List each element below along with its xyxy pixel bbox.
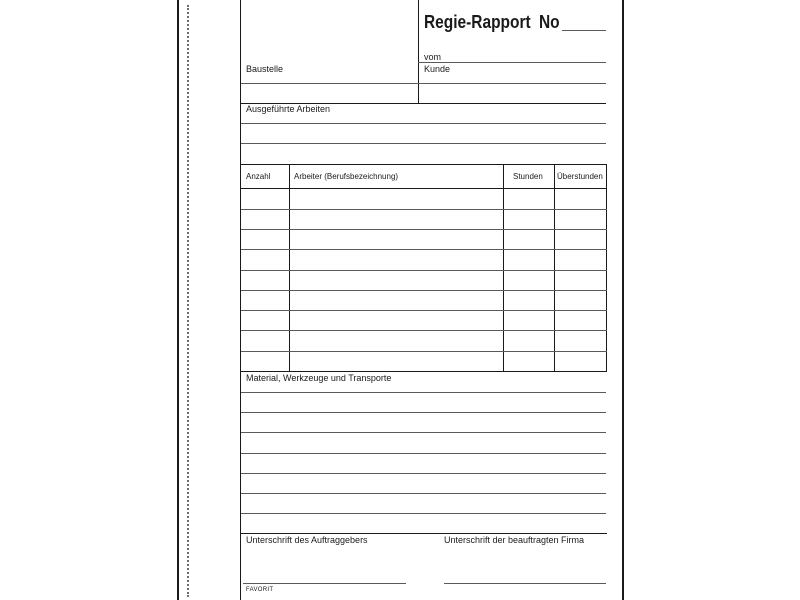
materials-line[interactable] — [241, 432, 606, 433]
header-divider — [418, 0, 419, 104]
table-row[interactable] — [241, 209, 607, 210]
company-signature-line[interactable] — [444, 583, 606, 584]
table-row[interactable] — [241, 270, 607, 271]
table-row[interactable] — [241, 249, 607, 250]
table-row[interactable] — [241, 351, 607, 352]
client-signature-line[interactable] — [243, 583, 406, 584]
materials-line[interactable] — [241, 473, 606, 474]
table-row[interactable] — [241, 229, 607, 230]
table-top-border — [241, 164, 607, 165]
table-header-count: Anzahl — [246, 172, 271, 181]
table-header-overtime: Überstunden — [557, 172, 603, 181]
materials-label: Material, Werkzeuge und Transporte — [246, 373, 392, 383]
materials-line[interactable] — [241, 493, 606, 494]
perforation-line — [187, 5, 189, 597]
table-header-bottom — [241, 188, 607, 189]
table-header-worker: Arbeiter (Berufsbezeichnung) — [294, 172, 399, 181]
page-right-edge — [622, 0, 624, 600]
table-row[interactable] — [241, 290, 607, 291]
brand-imprint: FAVORIT — [246, 587, 274, 593]
work-line-2[interactable] — [241, 143, 606, 144]
materials-bottom-border — [241, 533, 607, 534]
materials-line[interactable] — [241, 513, 606, 514]
page-left-edge — [177, 0, 179, 600]
form-title: Regie-Rapport — [424, 12, 531, 32]
materials-line[interactable] — [241, 453, 606, 454]
customer-label: Kunde — [424, 64, 451, 74]
table-right-border — [606, 164, 607, 372]
materials-line[interactable] — [241, 412, 606, 413]
site-line-1[interactable] — [241, 83, 606, 84]
client-signature-label: Unterschrift des Auftraggebers — [246, 535, 368, 545]
work-line-1[interactable] — [241, 123, 606, 124]
site-label: Baustelle — [246, 64, 284, 74]
table-col-divider-2 — [503, 164, 504, 372]
company-signature-label: Unterschrift der beauftragten Firma — [444, 535, 585, 545]
table-col-divider-1 — [289, 164, 290, 372]
table-row[interactable] — [241, 310, 607, 311]
materials-line[interactable] — [241, 392, 606, 393]
date-field[interactable] — [418, 62, 606, 63]
date-label: vom — [424, 52, 442, 62]
table-header-hours: Stunden — [513, 172, 543, 181]
number-label: No — [539, 12, 560, 32]
form-left-border — [240, 0, 241, 600]
table-row[interactable] — [241, 330, 607, 331]
table-bottom-border — [241, 371, 607, 372]
number-field[interactable] — [562, 30, 606, 31]
work-label: Ausgeführte Arbeiten — [246, 104, 331, 114]
table-col-divider-3 — [554, 164, 555, 372]
